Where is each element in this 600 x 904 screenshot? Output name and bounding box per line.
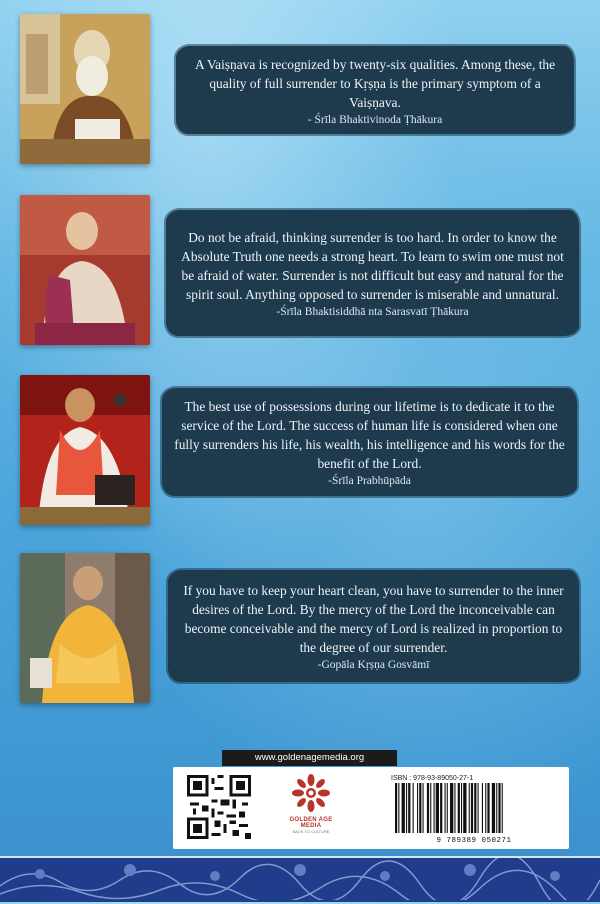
website-link[interactable]: www.goldenagemedia.org [222,750,397,766]
quote-text: The best use of possessions during our lifetime is to dedicate it to the service of the Lord. The success of human life is considered when one fully surrenders his life, his wealth, his intelligence and his words for the benefit of the Lord. [174,399,565,471]
quote-box-4 [168,570,579,682]
portrait-bhaktivinoda [20,14,150,164]
quote-text: If you have to keep your heart clean, you have to surrender to the inner desires of the Lord. By the mercy of the Lord the inconceivable can become conceivable and the mercy of Lord is realized in proportion to the degree of our surrender. [183,583,564,655]
quote-box-1 [176,46,574,134]
barcode-number: 9 789389 050271 [436,837,512,845]
quote-author: -Gopāla Kṛṣṇa Gosvāmī [317,659,430,671]
quote-author: -Śrīla Bhaktisiddhā nta Sarasvatī Ṭhākura [276,306,469,318]
portrait-gopala-krsna [20,553,150,703]
publisher-logo [281,773,341,845]
quote-text: Do not be afraid, thinking surrender is too hard. In order to know the Absolute Truth one needs a strong heart. To learn to swim one must not be afraid of water. Surrender is not difficult but easy and natural for the spirit soul. Anything opposed to surrender is miserable and unnatural. [181,230,564,302]
decorative-footer-band [0,856,600,902]
golden-age-lotus-icon [291,773,331,813]
qr-code-icon[interactable] [187,775,251,839]
barcode-icon [391,783,557,833]
quote-box-3 [162,388,577,496]
quote-text: A Vaiṣṇava is recognized by twenty-six qualities. Among these, the quality of full surrender to Kṛṣṇa is the primary symptom of a Vaiṣṇava. [194,56,556,110]
portrait-bhaktisiddhanta [20,195,150,345]
publisher-tagline: BACK TO CULTURE [292,829,330,834]
quote-box-2 [166,210,579,336]
publisher-info-box [173,767,569,849]
portrait-prabhupada [20,375,150,525]
quote-author: - Śrīla Bhaktivinoda Ṭhākura [307,113,443,126]
publisher-sub: MEDIA [300,823,322,829]
quote-author: -Śrīla Prabhūpāda [328,475,411,487]
publisher-name: GOLDEN AGE [289,817,333,823]
isbn-label: ISBN : 978-93-89050-27-1 [391,775,474,782]
barcode-area [391,774,557,844]
